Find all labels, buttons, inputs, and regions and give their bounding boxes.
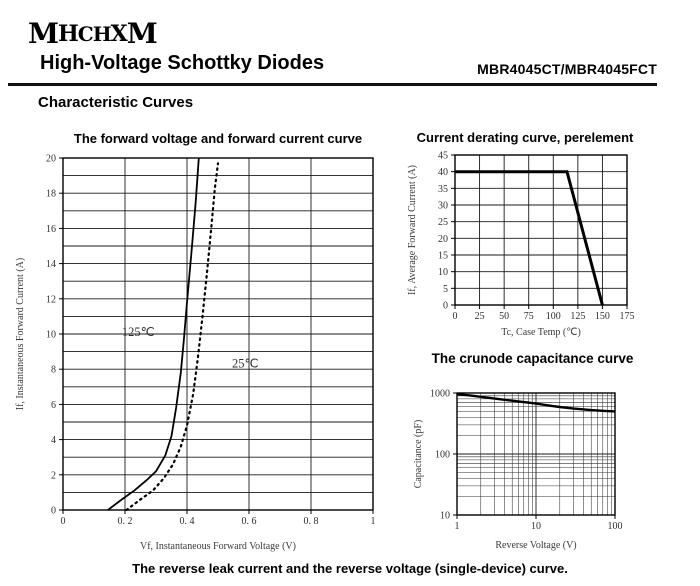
forward-chart-title: The forward voltage and forward current curve xyxy=(73,131,363,146)
capacitance-chart xyxy=(400,380,700,550)
capacitance-yaxis-label: Capacitance (pF) xyxy=(413,419,424,489)
logo-letter: M xyxy=(28,17,58,50)
forward-x-tick-label: 0. 6 xyxy=(241,516,257,527)
page-title: High-Voltage Schottky Diodes xyxy=(40,52,325,74)
derating-ticks xyxy=(438,151,635,323)
forward-y-tick-label: 12 xyxy=(46,294,56,306)
derating-x-tick-label: 50 xyxy=(499,311,510,322)
derating-y-tick-label: 10 xyxy=(438,267,448,279)
capacitance-x-tick-label: 1 xyxy=(454,521,460,532)
capacitance-y-tick-label: 10 xyxy=(440,510,450,522)
derating-y-tick-label: 40 xyxy=(438,167,448,179)
derating-x-tick-label: 125 xyxy=(570,311,586,322)
forward-y-tick-label: 4 xyxy=(51,435,56,447)
derating-chart xyxy=(400,120,700,330)
derating-x-tick-label: 75 xyxy=(523,311,534,322)
brand-logo xyxy=(28,17,157,50)
logo-letter: H xyxy=(92,22,111,46)
forward-x-tick-label: 1 xyxy=(370,516,376,527)
forward-x-tick-label: 0. 4 xyxy=(179,516,195,527)
capacitance-x-tick-label: 100 xyxy=(607,521,623,532)
forward-y-tick-label: 14 xyxy=(46,259,56,271)
derating-x-tick-label: 0 xyxy=(452,311,458,322)
header-divider xyxy=(8,83,657,86)
derating-yaxis-label: If, Average Forward Current (A) xyxy=(407,164,418,296)
forward-y-tick-label: 20 xyxy=(46,153,56,165)
bottom-caption: The reverse leak current and the reverse voltage (single-device) curve. xyxy=(132,561,568,576)
forward-annotation: 25℃ xyxy=(231,356,259,371)
derating-y-tick-label: 5 xyxy=(443,283,448,295)
derating-y-tick-label: 0 xyxy=(443,300,448,312)
derating-y-tick-label: 20 xyxy=(438,233,448,245)
part-number: MBR4045CT/MBR4045FCT xyxy=(477,61,657,77)
derating-x-tick-label: 100 xyxy=(545,311,561,322)
forward-x-tick-label: 0. 8 xyxy=(303,516,319,527)
derating-y-tick-label: 35 xyxy=(438,183,448,195)
derating-gridlines xyxy=(455,155,627,305)
logo-letter: C xyxy=(77,22,93,46)
capacitance-chart-title: The crunode capacitance curve xyxy=(431,351,634,366)
derating-plot-border xyxy=(455,155,627,305)
derating-chart-title: Current derating curve, perelement xyxy=(416,130,634,145)
capacitance-y-tick-label: 100 xyxy=(435,449,450,461)
forward-x-tick-label: 0. 2 xyxy=(117,516,133,527)
logo-letter: H xyxy=(58,21,78,47)
logo-letter: X xyxy=(110,21,127,47)
forward-y-tick-label: 10 xyxy=(46,329,56,341)
capacitance-x-tick-label: 10 xyxy=(531,521,541,532)
forward-y-tick-label: 18 xyxy=(46,188,56,200)
derating-x-tick-label: 150 xyxy=(594,311,610,322)
forward-annotation: 125℃ xyxy=(121,324,155,339)
forward-gridlines xyxy=(63,158,373,510)
forward-y-tick-label: 2 xyxy=(51,470,56,482)
derating-y-tick-label: 25 xyxy=(438,217,448,229)
forward-y-tick-label: 0 xyxy=(51,505,56,517)
forward-yaxis-label: If, Instantaneous Forward Current (A) xyxy=(15,257,26,411)
capacitance-y-tick-label: 1000 xyxy=(430,388,450,400)
forward-curve-chart xyxy=(0,120,400,545)
derating-x-tick-label: 175 xyxy=(619,311,635,322)
derating-xaxis-label: Tc, Case Temp (℃) xyxy=(501,327,581,338)
forward-x-tick-label: 0 xyxy=(60,516,66,527)
logo-letter: M xyxy=(126,17,157,50)
section-heading: Characteristic Curves xyxy=(38,94,194,111)
forward-xaxis-label: Vf, Instantaneous Forward Voltage (V) xyxy=(140,541,296,552)
derating-x-tick-label: 25 xyxy=(474,311,485,322)
forward-ticks xyxy=(46,154,376,528)
forward-y-tick-label: 16 xyxy=(46,223,56,235)
derating-y-tick-label: 30 xyxy=(438,200,448,212)
forward-y-tick-label: 6 xyxy=(51,399,56,411)
capacitance-xaxis-label: Reverse Voltage (V) xyxy=(495,540,577,551)
forward-y-tick-label: 8 xyxy=(51,364,56,376)
derating-y-tick-label: 15 xyxy=(438,250,448,262)
derating-y-tick-label: 45 xyxy=(438,150,448,162)
